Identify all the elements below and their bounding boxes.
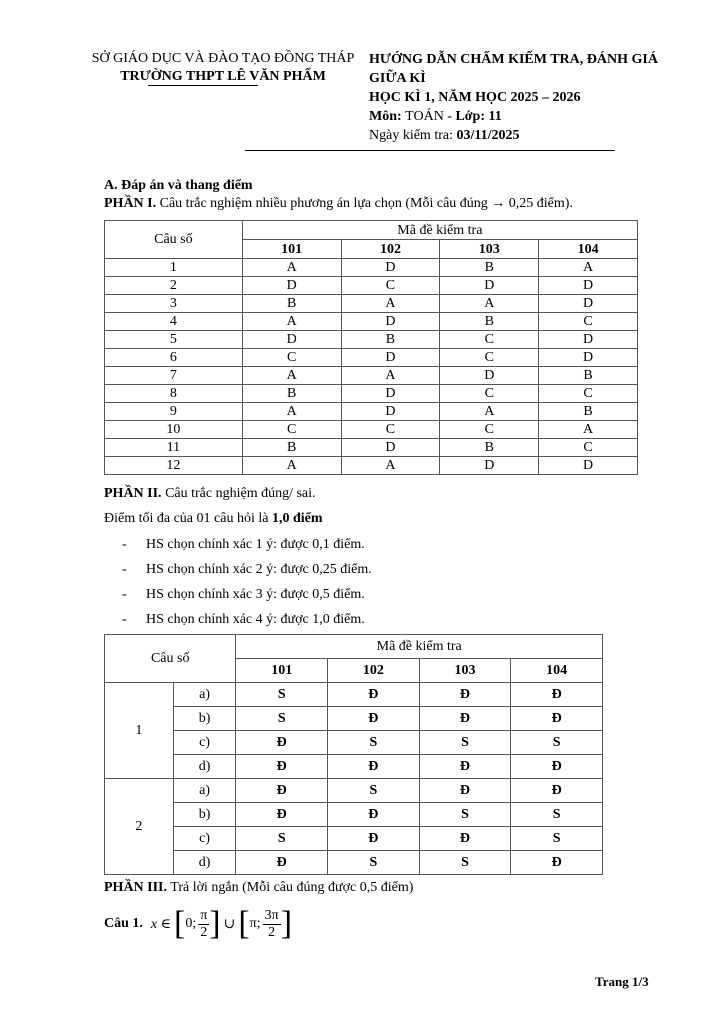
answer-cell: D (341, 313, 440, 331)
true-false-cell: Đ (328, 707, 420, 731)
answer-cell: A (539, 421, 638, 439)
part1-text: Câu trắc nghiệm nhiều phương án lựa chọn (Mỗi câu đúng → 0,25 điểm). (156, 196, 573, 211)
question-number: 2 (105, 277, 243, 295)
code-header: 101 (242, 240, 341, 259)
part3-heading (104, 879, 413, 897)
table-row (105, 385, 638, 403)
statement-label: a) (173, 683, 236, 707)
answer-cell: D (539, 331, 638, 349)
department-name: SỞ GIÁO DỤC VÀ ĐÀO TẠO ĐỒNG THÁP (91, 51, 355, 66)
part2-heading (104, 485, 316, 503)
true-false-answer-table (104, 634, 603, 875)
question-number: 5 (105, 331, 243, 349)
answer-cell: D (341, 259, 440, 277)
table-row (105, 313, 638, 331)
true-false-cell: S (511, 827, 603, 851)
scoring-rule-1: HS chọn chính xác 1 ý: được 0,1 điểm. (146, 537, 365, 552)
header-divider-left (148, 85, 258, 86)
answer-cell: C (440, 421, 539, 439)
table-row (105, 827, 603, 851)
true-false-cell: Đ (328, 683, 420, 707)
scoring-rule-2: HS chọn chính xác 2 ý: được 0,25 điểm. (146, 562, 372, 577)
question-number: 3 (105, 295, 243, 313)
subject-line (369, 107, 679, 126)
true-false-cell: Đ (328, 827, 420, 851)
question-1-answer (104, 903, 292, 945)
question-number: 12 (105, 457, 243, 475)
table-row (105, 259, 638, 277)
answer-cell: D (440, 367, 539, 385)
answer-cell: B (242, 295, 341, 313)
denominator: 2 (200, 924, 208, 940)
denominator: 2 (268, 924, 276, 940)
answer-cell: C (341, 421, 440, 439)
answer-cell: C (539, 313, 638, 331)
part3-label: PHẦN III. (104, 880, 168, 895)
table-row (105, 421, 638, 439)
answer-cell: A (242, 367, 341, 385)
question-number: 7 (105, 367, 243, 385)
statement-label: c) (173, 731, 236, 755)
col-question-header: Câu số (105, 221, 243, 259)
true-false-cell: S (328, 731, 420, 755)
question-1-label: Câu 1. (104, 916, 143, 931)
bullet-dash: - (122, 537, 127, 552)
title-line-3: HỌC KÌ 1, NĂM HỌC 2025 – 2026 (369, 90, 581, 105)
answer-cell: A (242, 457, 341, 475)
true-false-cell: Đ (236, 755, 328, 779)
document-title-block (369, 50, 679, 145)
true-false-cell: Đ (236, 779, 328, 803)
true-false-cell: S (328, 851, 420, 875)
answer-cell: D (341, 403, 440, 421)
true-false-cell: S (328, 779, 420, 803)
true-false-cell: Đ (236, 731, 328, 755)
union-symbol: ∪ (223, 916, 236, 932)
math-var: x ∈ (150, 916, 171, 932)
answer-cell: A (341, 367, 440, 385)
table-row (105, 457, 638, 475)
answer-cell: A (440, 403, 539, 421)
part2-text: Câu trắc nghiệm đúng/ sai. (161, 486, 316, 501)
true-false-cell: Đ (511, 707, 603, 731)
col-group-header: Mã đề kiểm tra (242, 221, 637, 240)
part2-label: PHẦN II. (104, 486, 162, 501)
answer-cell: D (539, 277, 638, 295)
question-number: 1 (105, 683, 174, 779)
true-false-cell: S (236, 683, 328, 707)
true-false-cell: S (511, 731, 603, 755)
answer-cell: B (539, 367, 638, 385)
answer-cell: D (341, 439, 440, 457)
answer-cell: B (440, 439, 539, 457)
date-value: 03/11/2025 (456, 128, 520, 143)
question-number: 2 (105, 779, 174, 875)
answer-cell: A (242, 259, 341, 277)
section-a-title: A. Đáp án và thang điểm (104, 178, 253, 193)
question-number: 1 (105, 259, 243, 277)
table-row (105, 403, 638, 421)
part1-label: PHẦN I. (104, 196, 157, 211)
answer-cell: A (242, 313, 341, 331)
table-row (105, 779, 603, 803)
bullet-dash: - (122, 587, 127, 602)
table-row (105, 439, 638, 457)
answer-cell: D (440, 457, 539, 475)
max-score-line (104, 510, 323, 528)
true-false-cell: Đ (419, 707, 511, 731)
statement-label: b) (173, 803, 236, 827)
question-number: 8 (105, 385, 243, 403)
max-score-value: 1,0 điểm (271, 511, 323, 526)
table-row (105, 803, 603, 827)
answer-cell: B (440, 259, 539, 277)
part1-heading (104, 195, 573, 213)
answer-cell: A (242, 403, 341, 421)
school-name: TRƯỜNG THPT LÊ VĂN PHẨM (120, 69, 326, 84)
code-header: 103 (419, 659, 511, 683)
true-false-cell: S (419, 851, 511, 875)
scoring-rule-3: HS chọn chính xác 3 ý: được 0,5 điểm. (146, 587, 365, 602)
grade-label: Lớp: 11 (455, 109, 502, 124)
answer-cell: D (539, 295, 638, 313)
part3-text: Trả lời ngắn (Mỗi câu đúng được 0,5 điểm) (167, 880, 414, 895)
bracket-close: ] (209, 905, 221, 942)
col-group-header: Mã đề kiểm tra (236, 635, 603, 659)
table-row (105, 683, 603, 707)
table-row (105, 349, 638, 367)
true-false-cell: Đ (419, 683, 511, 707)
table-row (105, 331, 638, 349)
bullet-dash: - (122, 612, 127, 627)
date-label: Ngày kiểm tra: (369, 128, 453, 143)
title-line-2: GIỮA KÌ (369, 71, 426, 86)
code-header: 104 (511, 659, 603, 683)
true-false-cell: S (236, 827, 328, 851)
true-false-cell: Đ (511, 683, 603, 707)
col-question-header: Câu số (105, 635, 236, 683)
question-number: 6 (105, 349, 243, 367)
answer-cell: C (539, 439, 638, 457)
true-false-cell: S (511, 803, 603, 827)
true-false-cell: Đ (511, 755, 603, 779)
answer-cell: D (440, 277, 539, 295)
true-false-cell: Đ (419, 755, 511, 779)
page-number: Trang 1/3 (595, 974, 649, 989)
table-row (105, 731, 603, 755)
answer-cell: A (440, 295, 539, 313)
statement-label: d) (173, 851, 236, 875)
answer-cell: A (341, 295, 440, 313)
question-number: 11 (105, 439, 243, 457)
true-false-cell: Đ (511, 779, 603, 803)
header-divider (245, 150, 615, 151)
code-header: 103 (440, 240, 539, 259)
statement-label: b) (173, 707, 236, 731)
true-false-cell: Đ (236, 803, 328, 827)
answer-cell: D (539, 349, 638, 367)
max-score-text: Điểm tối đa của 01 câu hỏi là (104, 511, 272, 526)
true-false-cell: Đ (511, 851, 603, 875)
question-number: 10 (105, 421, 243, 439)
math-zero: 0; (185, 916, 197, 931)
answer-cell: A (341, 457, 440, 475)
answer-cell: B (341, 331, 440, 349)
table-row (105, 295, 638, 313)
fraction-pi-over-2 (198, 908, 209, 941)
table-row (105, 851, 603, 875)
answer-cell: D (341, 385, 440, 403)
answer-cell: B (242, 439, 341, 457)
table-row (105, 367, 638, 385)
statement-label: d) (173, 755, 236, 779)
answer-cell: B (539, 403, 638, 421)
answer-cell: C (242, 421, 341, 439)
code-header: 102 (328, 659, 420, 683)
true-false-cell: Đ (328, 755, 420, 779)
fraction-3pi-over-2 (263, 908, 281, 941)
true-false-cell: Đ (419, 827, 511, 851)
title-line-1: HƯỚNG DẪN CHẤM KIỂM TRA, ĐÁNH GIÁ (369, 52, 658, 67)
true-false-cell: S (236, 707, 328, 731)
table-row (105, 755, 603, 779)
bracket-close: ] (280, 905, 293, 942)
answer-cell: C (341, 277, 440, 295)
answer-cell: B (440, 313, 539, 331)
subject-value: TOÁN - (405, 109, 456, 124)
answer-cell: C (440, 349, 539, 367)
school-header (78, 50, 368, 86)
math-pi: π; (249, 916, 261, 931)
code-header: 101 (236, 659, 328, 683)
true-false-cell: S (419, 731, 511, 755)
answer-cell: D (341, 349, 440, 367)
date-line (369, 126, 679, 145)
numerator: π (200, 907, 208, 923)
table-row (105, 277, 638, 295)
scoring-rule-4: HS chọn chính xác 4 ý: được 1,0 điểm. (146, 612, 365, 627)
answer-cell: D (242, 277, 341, 295)
answer-cell: B (242, 385, 341, 403)
question-number: 9 (105, 403, 243, 421)
code-header: 102 (341, 240, 440, 259)
statement-label: a) (173, 779, 236, 803)
answer-cell: C (539, 385, 638, 403)
code-header: 104 (539, 240, 638, 259)
multiple-choice-answer-table (104, 220, 638, 475)
true-false-cell: S (419, 803, 511, 827)
answer-cell: C (242, 349, 341, 367)
bullet-dash: - (122, 562, 127, 577)
question-number: 4 (105, 313, 243, 331)
answer-cell: C (440, 331, 539, 349)
true-false-cell: Đ (328, 803, 420, 827)
answer-cell: D (242, 331, 341, 349)
numerator: 3π (264, 907, 279, 923)
answer-cell: A (539, 259, 638, 277)
true-false-cell: Đ (236, 851, 328, 875)
bracket-open: [ (238, 905, 250, 942)
bracket-open: [ (173, 905, 186, 942)
answer-cell: D (539, 457, 638, 475)
answer-cell: C (440, 385, 539, 403)
statement-label: c) (173, 827, 236, 851)
subject-label: Môn: (369, 109, 402, 124)
table-row (105, 707, 603, 731)
true-false-cell: Đ (419, 779, 511, 803)
